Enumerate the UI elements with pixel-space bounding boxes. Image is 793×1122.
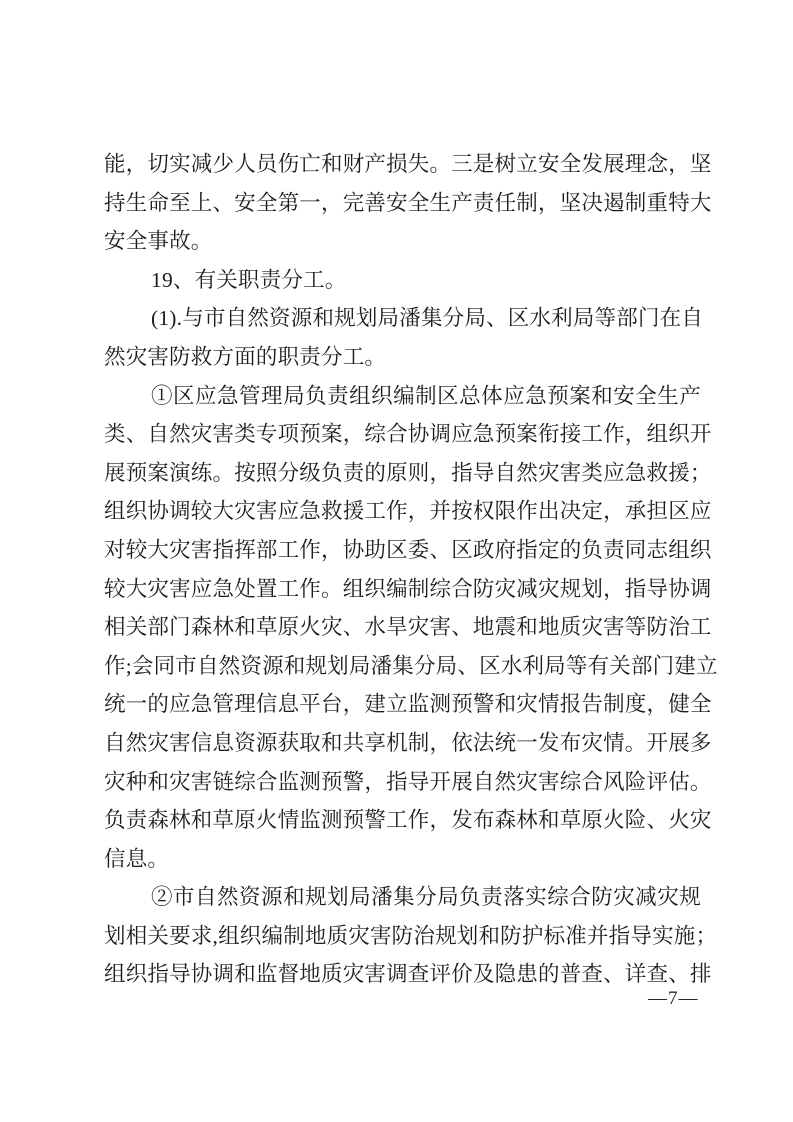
text-line: ①区应急管理局负责组织编制区总体应急预案和安全生产	[151, 383, 701, 408]
text-line: 展预案演练。按照分级负责的原则，指导自然灾害类应急救援；	[104, 460, 712, 485]
text-line: 较大灾害应急处置工作。组织编制综合防灾减灾规划，指导协调	[104, 576, 712, 601]
page-number: —7—	[648, 988, 699, 1009]
text-line: 组织指导协调和监督地质灾害调查评价及隐患的普查、详查、排	[104, 962, 712, 987]
text-line: (1).与市自然资源和规划局潘集分局、区水利局等部门在自	[151, 306, 704, 331]
text-line: 灾种和灾害链综合监测预警，指导开展自然灾害综合风险评估。	[104, 769, 712, 794]
text-line: 自然灾害信息资源获取和共享机制，依法统一发布灾情。开展多	[104, 730, 712, 755]
text-line: 组织协调较大灾害应急救援工作，并按权限作出决定，承担区应	[104, 499, 712, 524]
text-line: 安全事故。	[104, 229, 213, 254]
text-line: 相关部门森林和草原火灾、水旱灾害、地震和地质灾害等防治工	[104, 615, 712, 640]
text-line: 对较大灾害指挥部工作，协助区委、区政府指定的负责同志组织	[104, 537, 712, 562]
text-line: 持生命至上、安全第一，完善安全生产责任制，坚决遏制重特大	[104, 190, 712, 215]
text-line: 类、自然灾害类专项预案，综合协调应急预案衔接工作，组织开	[104, 422, 712, 447]
text-line: 作;会同市自然资源和规划局潘集分局、区水利局等有关部门建立	[104, 653, 718, 678]
text-line: 统一的应急管理信息平台，建立监测预警和灾情报告制度，健全	[104, 692, 712, 717]
text-line: 然灾害防救方面的职责分工。	[104, 344, 387, 369]
text-line: 负责森林和草原火情监测预警工作，发布森林和草原火险、火灾	[104, 808, 712, 833]
text-line: 19、有关职责分工。	[151, 267, 347, 292]
text-line: 能，切实减少人员伤亡和财产损失。三是树立安全发展理念，坚	[104, 152, 712, 176]
document-body	[104, 145, 718, 994]
text-line: 信息。	[104, 846, 170, 871]
text-line: ②市自然资源和规划局潘集分局负责落实综合防灾减灾规	[151, 885, 701, 910]
text-line: 划相关要求,组织编制地质灾害防治规划和防护标准并指导实施；	[104, 923, 718, 948]
